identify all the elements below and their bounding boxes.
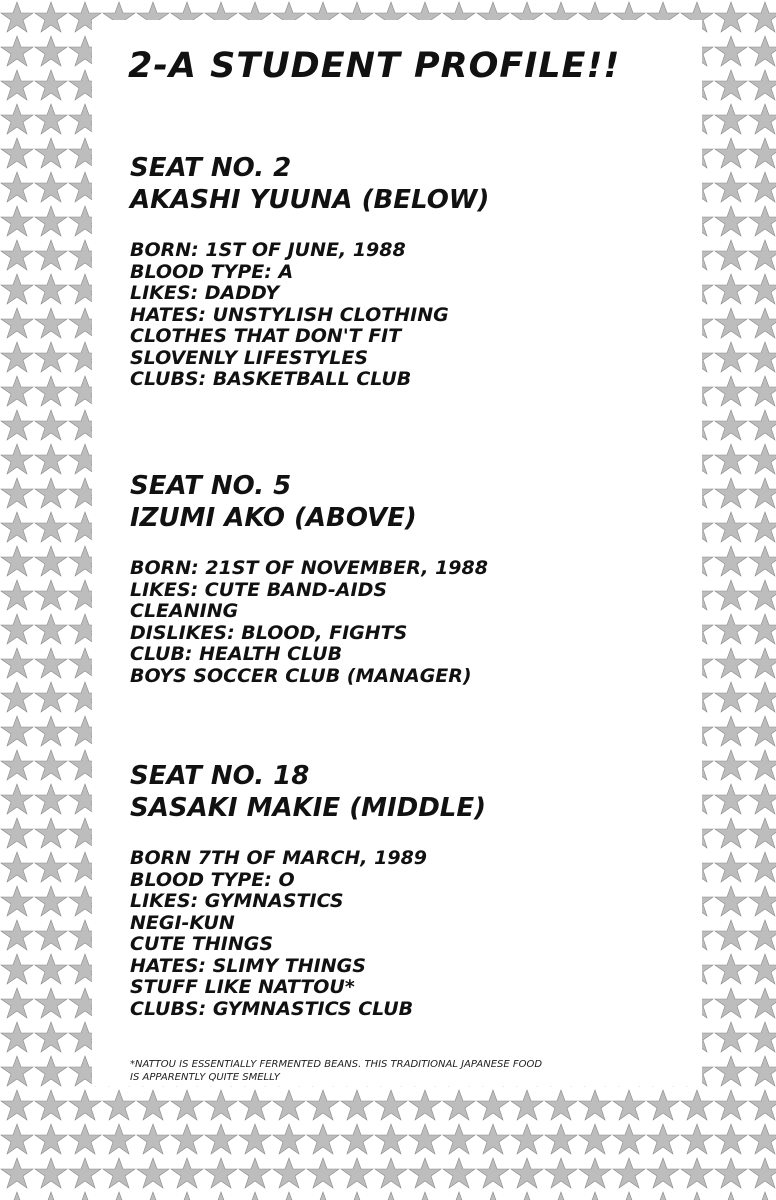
profile-section-2 xyxy=(130,470,690,687)
student-name: SASAKI MAKIE (MIDDLE) xyxy=(130,793,487,823)
detail-line: CLEANING xyxy=(130,600,239,622)
profile-details xyxy=(130,240,690,391)
student-name: IZUMI AKO (ABOVE) xyxy=(130,503,417,533)
detail-line: BLOOD TYPE: A xyxy=(130,260,294,283)
detail-line: CLUBS: GYMNASTICS CLUB xyxy=(130,997,414,1020)
detail-line: SLOVENLY LIFESTYLES xyxy=(130,346,369,369)
detail-line: BORN: 21ST OF NOVEMBER, 1988 xyxy=(130,557,488,579)
detail-line: CUTE THINGS xyxy=(130,933,274,955)
detail-line: CLUB: HEALTH CLUB xyxy=(130,643,343,665)
detail-line: DISLIKES: BLOOD, FIGHTS xyxy=(130,621,408,644)
detail-line: BLOOD TYPE: O xyxy=(130,868,295,891)
detail-line: CLOTHES THAT DON'T FIT xyxy=(130,325,402,347)
detail-line: STUFF LIKE NATTOU* xyxy=(130,976,355,998)
detail-line: CLUBS: BASKETBALL CLUB xyxy=(130,368,412,390)
seat-number: SEAT NO. 5 xyxy=(130,471,292,501)
seat-number: SEAT NO. 2 xyxy=(130,153,292,183)
footnote: *NATTOU IS ESSENTIALLY FERMENTED BEANS. THIS TRADITIONAL JAPANESE FOOD IS APPARENTLY QUITE SMELLY xyxy=(130,1059,543,1083)
detail-line: BORN: 1ST OF JUNE, 1988 xyxy=(130,239,406,261)
detail-line: LIKES: GYMNASTICS xyxy=(130,890,344,912)
profile-section-1 xyxy=(130,152,690,391)
detail-line: NEGI-KUN xyxy=(130,911,235,934)
student-name: AKASHI YUUNA (BELOW) xyxy=(130,185,490,215)
detail-line: LIKES: DADDY xyxy=(130,282,280,304)
detail-line: LIKES: CUTE BAND-AIDS xyxy=(130,578,388,601)
profile-section-3 xyxy=(130,760,690,1020)
profile-details xyxy=(130,558,690,687)
seat-number: SEAT NO. 18 xyxy=(130,761,310,791)
profile-details xyxy=(130,848,690,1020)
detail-line: HATES: UNSTYLISH CLOTHING xyxy=(130,303,449,326)
page-title: 2-A STUDENT PROFILE!! xyxy=(128,46,621,86)
detail-line: HATES: SLIMY THINGS xyxy=(130,954,366,977)
detail-line: BOYS SOCCER CLUB (MANAGER) xyxy=(130,664,472,687)
detail-line: BORN 7TH OF MARCH, 1989 xyxy=(130,847,428,869)
